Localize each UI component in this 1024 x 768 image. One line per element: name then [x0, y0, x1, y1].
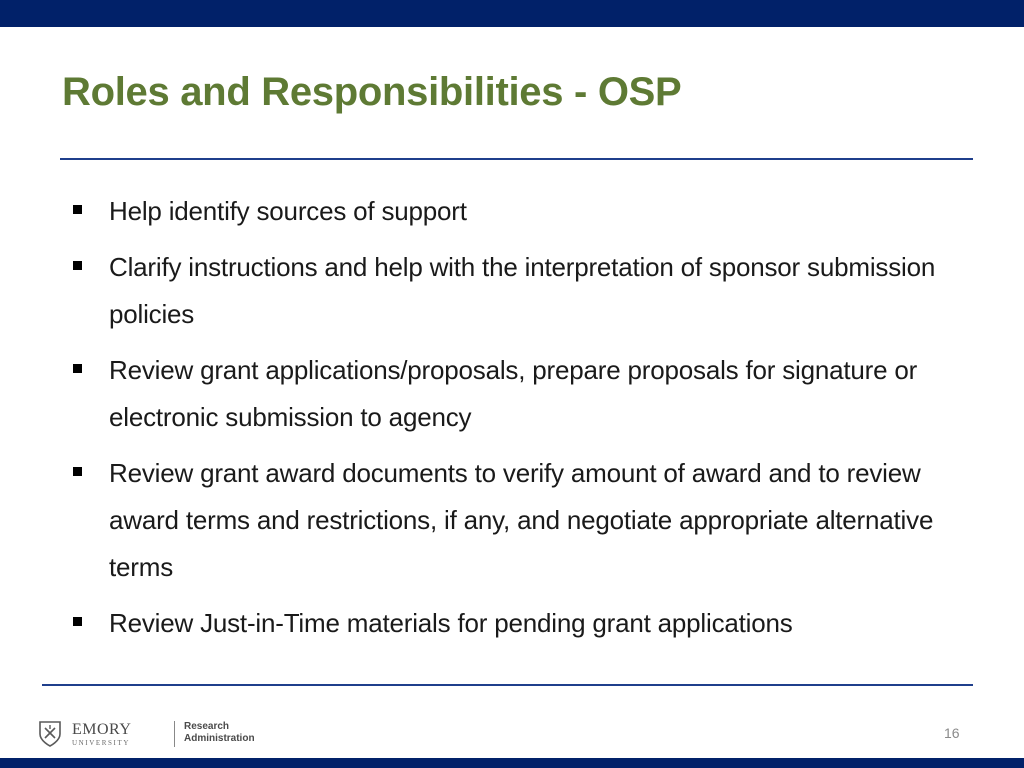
footer-divider — [42, 684, 973, 686]
bullet-text: Help identify sources of support — [109, 196, 467, 226]
title-divider — [60, 158, 973, 160]
bullet-text: Review grant award documents to verify amount of award and to review award terms and restrictions, if any, and negotiate appropriate alternative terms — [109, 458, 934, 582]
list-item — [68, 244, 968, 338]
list-item — [68, 188, 968, 235]
square-bullet-icon — [73, 617, 82, 626]
bullet-text: Clarify instructions and help with the interpretation of sponsor submission policies — [109, 252, 936, 329]
square-bullet-icon — [73, 467, 82, 476]
bottom-banner-bar — [0, 758, 1024, 768]
list-item — [68, 600, 968, 647]
square-bullet-icon — [73, 261, 82, 270]
square-bullet-icon — [73, 205, 82, 214]
logo-subtitle: UNIVERSITY — [72, 739, 130, 747]
list-item — [68, 450, 968, 591]
department-line-1: Research — [184, 721, 230, 732]
logo-name: EMORY — [72, 721, 132, 738]
top-banner-bar — [0, 0, 1024, 27]
emory-research-administration-logo — [38, 718, 255, 750]
department-name — [184, 721, 255, 745]
bullet-list — [68, 188, 968, 656]
bullet-text: Review grant applications/proposals, prepare proposals for signature or electronic submission to agency — [109, 355, 918, 432]
square-bullet-icon — [73, 364, 82, 373]
list-item — [68, 347, 968, 441]
slide-title: Roles and Responsibilities - OSP — [62, 70, 682, 114]
bullet-text: Review Just-in-Time materials for pending grant applications — [109, 608, 793, 638]
page-number: 16 — [944, 725, 960, 741]
emory-shield-icon — [38, 720, 62, 748]
logo-divider — [174, 721, 175, 747]
department-line-2: Administration — [184, 733, 255, 744]
